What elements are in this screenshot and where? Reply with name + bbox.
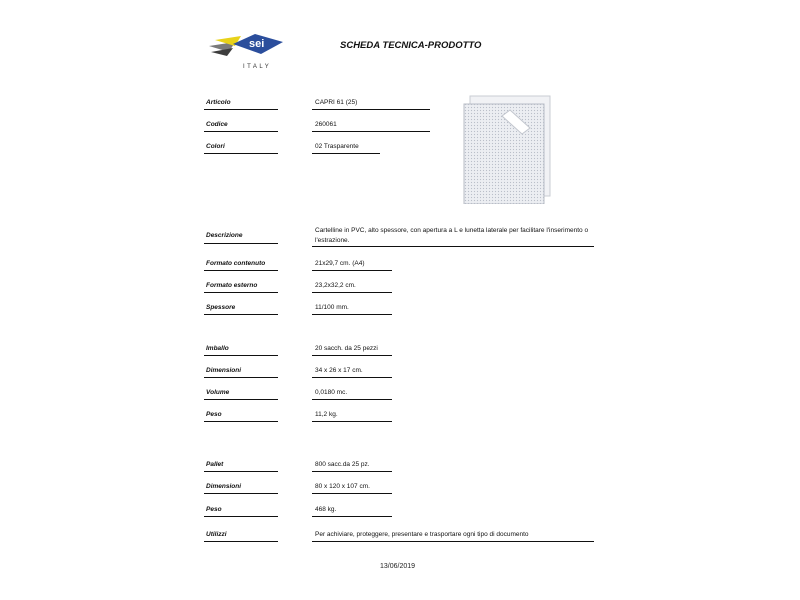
label-underline bbox=[204, 270, 278, 271]
label-dimensioni-pallet: Dimensioni bbox=[206, 483, 242, 490]
value-dimensioni-imballo: 34 x 26 x 17 cm. bbox=[315, 367, 363, 374]
logo-subtext: ITALY bbox=[243, 64, 272, 70]
logo-text: sei bbox=[249, 38, 265, 50]
value-colori: 02 Trasparente bbox=[315, 143, 359, 150]
label-codice: Codice bbox=[206, 121, 228, 128]
label-formato-esterno: Formato esterno bbox=[206, 282, 258, 289]
label-peso-imballo: Peso bbox=[206, 411, 222, 418]
value-underline bbox=[312, 493, 392, 494]
value-dimensioni-pallet: 80 x 120 x 107 cm. bbox=[315, 483, 370, 490]
value-descrizione-line2: l'estrazione. bbox=[315, 237, 350, 244]
label-underline bbox=[204, 109, 278, 110]
label-colori: Colori bbox=[206, 143, 225, 150]
value-underline bbox=[312, 314, 392, 315]
value-peso-pallet: 468 kg. bbox=[315, 506, 337, 513]
value-formato-contenuto: 21x29,7 cm. (A4) bbox=[315, 260, 365, 267]
value-underline bbox=[312, 377, 392, 378]
label-spessore: Spessore bbox=[206, 304, 236, 311]
value-underline bbox=[312, 421, 392, 422]
value-underline bbox=[312, 246, 594, 247]
value-underline bbox=[312, 471, 392, 472]
label-underline bbox=[204, 355, 278, 356]
value-spessore: 11/100 mm. bbox=[315, 304, 349, 311]
label-underline bbox=[204, 471, 278, 472]
label-underline bbox=[204, 421, 278, 422]
value-underline bbox=[312, 516, 392, 517]
value-underline bbox=[312, 541, 594, 542]
value-underline bbox=[312, 355, 392, 356]
label-formato-contenuto: Formato contenuto bbox=[206, 260, 266, 267]
label-pallet: Pallet bbox=[206, 461, 224, 468]
label-underline bbox=[204, 399, 278, 400]
value-underline bbox=[312, 292, 392, 293]
value-imballo: 20 sacch. da 25 pezzi bbox=[315, 345, 378, 352]
value-descrizione-line1: Cartelline in PVC, alto spessore, con apertura a L e lunetta laterale per facilitare l'inserimento o bbox=[315, 227, 589, 234]
value-underline bbox=[312, 131, 430, 132]
label-underline bbox=[204, 131, 278, 132]
label-articolo: Articolo bbox=[206, 99, 231, 106]
value-peso-imballo: 11,2 kg. bbox=[315, 411, 338, 418]
label-underline bbox=[204, 493, 278, 494]
label-underline bbox=[204, 377, 278, 378]
value-volume: 0,0180 mc. bbox=[315, 389, 348, 396]
page-title: SCHEDA TECNICA-PRODOTTO bbox=[340, 40, 482, 51]
label-utilizzi: Utilizzi bbox=[206, 531, 227, 538]
label-underline bbox=[204, 153, 278, 154]
label-dimensioni-imballo: Dimensioni bbox=[206, 367, 242, 374]
value-utilizzi: Per achiviare, proteggere, presentare e trasportare ogni tipo di documento bbox=[315, 531, 529, 538]
label-underline bbox=[204, 243, 278, 244]
value-codice: 260061 bbox=[315, 121, 337, 128]
label-peso-pallet: Peso bbox=[206, 506, 222, 513]
value-underline bbox=[312, 399, 392, 400]
label-underline bbox=[204, 516, 278, 517]
value-underline bbox=[312, 270, 392, 271]
value-formato-esterno: 23,2x32,2 cm. bbox=[315, 282, 356, 289]
label-volume: Volume bbox=[206, 389, 230, 396]
value-articolo: CAPRI 61 (25) bbox=[315, 99, 358, 106]
footer-date: 13/06/2019 bbox=[380, 563, 416, 570]
value-underline bbox=[312, 109, 430, 110]
label-underline bbox=[204, 292, 278, 293]
value-underline bbox=[312, 153, 380, 154]
label-descrizione: Descrizione bbox=[206, 232, 243, 239]
label-imballo: Imballo bbox=[206, 345, 229, 352]
value-pallet: 800 sacc.da 25 pz. bbox=[315, 461, 370, 468]
label-underline bbox=[204, 541, 278, 542]
product-photo bbox=[458, 94, 554, 204]
label-underline bbox=[204, 314, 278, 315]
